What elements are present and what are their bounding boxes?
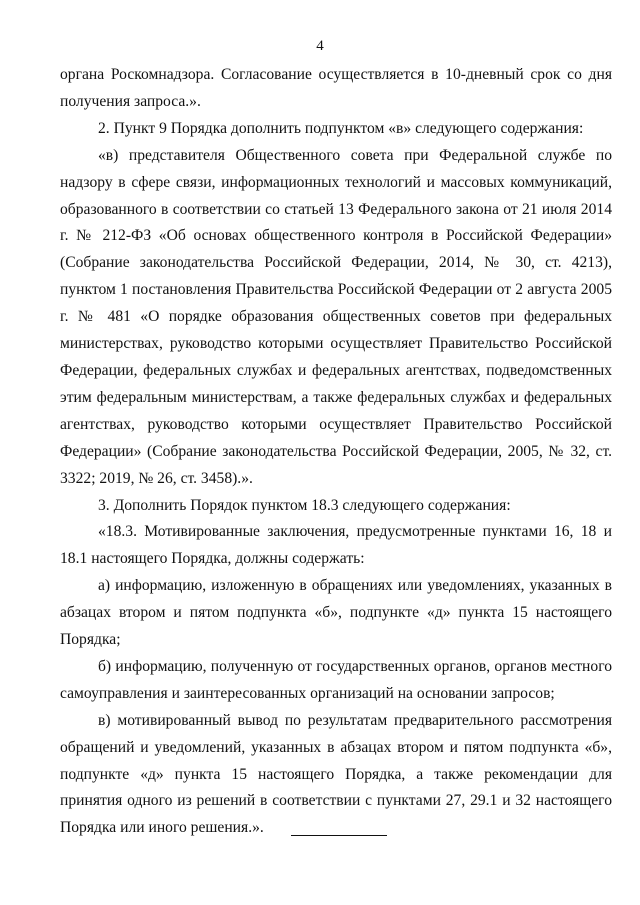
paragraph-roskomnadzor-approval: органа Роскомнадзора. Согласование осуществляется в 10-дневный срок со дня получения запроса.». bbox=[60, 66, 612, 110]
end-divider bbox=[291, 835, 387, 836]
paragraph-item-2: 2. Пункт 9 Порядка дополнить подпунктом «в» следующего содержания: bbox=[98, 119, 584, 137]
paragraph-item-3: 3. Дополнить Порядок пунктом 18.3 следующего содержания: bbox=[98, 496, 511, 514]
paragraph-18-3: «18.3. Мотивированные заключения, предусмотренные пунктами 16, 18 и 18.1 настоящего Порядка, должны содержать: bbox=[60, 523, 612, 568]
paragraph-subitem-v: «в) представителя Общественного совета при Федеральной службе по надзору в сфере связи, информационных технологий и массовых коммуникаций, образованного в соответствии со статьей 13 Федерального закона от 21 июля 2014 г. № 212-ФЗ «Об основах общественного контроля в Российской Федерации» (Собрание законодательства Российской Федерации, 2014, № 30, ст. 4213), пунктом 1 постановления Правительства Российской Федерации от 2 августа 2005 г. № 481 «О порядке образования общественных советов при федеральных министерствах, руководство которыми осуществляет Правительство Российской Федерации, федеральных службах и федеральных агентствах, подведомственных этим федеральным министерствам, а также федеральных службах и федеральных агентствах, руководство которыми осуществляет Правительство Российской Федерации» (Собрание законодательства Российской Федерации, 2005, № 32, ст. 3322; 2019, № 26, ст. 3458).». bbox=[60, 146, 612, 487]
paragraph-subitem-v-conclusion: в) мотивированный вывод по результатам предварительного рассмотрения обращений и уведомлений, указанных в абзацах втором и пятом подпункта «б», подпункте «д» пункта 15 настоящего Порядка, а также рекомендации для принятия одного из решений в соответствии с пунктами 27, 29.1 и 32 настоящего Порядка или иного решения.». bbox=[60, 711, 612, 837]
page-number: 4 bbox=[316, 38, 324, 54]
document-body bbox=[60, 62, 612, 842]
paragraph-subitem-b: б) информацию, полученную от государственных органов, органов местного самоуправления и заинтересованных организаций на основании запросов; bbox=[60, 657, 612, 702]
paragraph-subitem-a: а) информацию, изложенную в обращениях или уведомлениях, указанных в абзацах втором и пятом подпункта «б», подпункте «д» пункта 15 настоящего Порядка; bbox=[60, 577, 612, 649]
